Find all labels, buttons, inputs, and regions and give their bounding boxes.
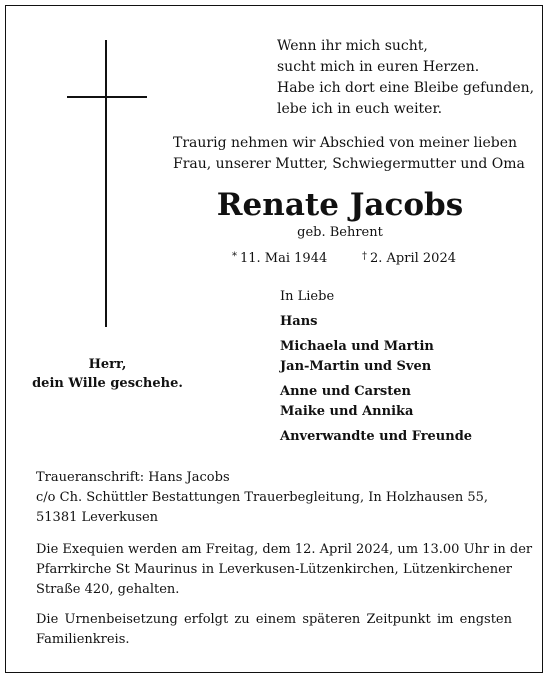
- birth-star-icon: *: [232, 251, 237, 262]
- death-date: 2. April 2024: [370, 251, 456, 266]
- urn-burial-paragraph: [36, 610, 512, 650]
- urn-line: Familienkreis.: [36, 632, 130, 647]
- mourning-address: [36, 468, 488, 528]
- intro-line: Traurig nehmen wir Abschied von meiner lieben: [173, 135, 518, 151]
- farewell-intro: [173, 133, 525, 175]
- cross-horizontal-bar: [67, 96, 147, 98]
- mourners-lead: In Liebe: [280, 289, 335, 304]
- mourners-list: [280, 287, 472, 452]
- mourner-name: Anne und Carsten: [280, 384, 411, 399]
- service-line: Straße 420, gehalten.: [36, 582, 180, 597]
- death-dagger-icon: †: [362, 251, 367, 262]
- mourner-name: Maike und Annika: [280, 404, 414, 419]
- poem: [277, 36, 534, 120]
- birth-date-line: [232, 248, 327, 268]
- mourner-name: Anverwandte und Freunde: [280, 429, 473, 444]
- mourner-name: Hans: [280, 314, 318, 329]
- poem-line: lebe ich in euch weiter.: [277, 101, 443, 117]
- address-line: 51381 Leverkusen: [36, 510, 159, 525]
- urn-line: Die Urnenbeisetzung erfolgt zu einem späteren Zeitpunkt im engsten: [36, 612, 512, 627]
- mourner-group: [280, 337, 472, 377]
- birth-name: geb. Behrent: [297, 225, 383, 240]
- birth-date: 11. Mai 1944: [240, 251, 328, 266]
- mourner-group: [280, 382, 472, 422]
- intro-line: Frau, unserer Mutter, Schwiegermutter und Oma: [173, 156, 525, 172]
- death-date-line: [362, 248, 456, 268]
- motto-line: dein Wille geschehe.: [32, 376, 183, 391]
- poem-line: Wenn ihr mich sucht,: [277, 38, 428, 54]
- address-line: Traueranschrift: Hans Jacobs: [36, 470, 230, 485]
- service-line: Die Exequien werden am Freitag, dem 12. April 2024, um 13.00 Uhr in der: [36, 542, 533, 557]
- mourner-name: Michaela und Martin: [280, 339, 434, 354]
- address-line: c/o Ch. Schüttler Bestattungen Trauerbegleitung, In Holzhausen 55,: [36, 490, 489, 505]
- cross-vertical-bar: [105, 40, 107, 327]
- poem-line: Habe ich dort eine Bleibe gefunden,: [277, 80, 535, 96]
- motto-line: Herr,: [88, 357, 127, 372]
- mourner-group: [280, 312, 472, 332]
- motto: [30, 355, 185, 393]
- deceased-name: Renate Jacobs: [216, 187, 464, 223]
- funeral-service-paragraph: [36, 540, 533, 600]
- mourner-group: [280, 427, 472, 447]
- poem-line: sucht mich in euren Herzen.: [277, 59, 480, 75]
- mourner-name: Jan-Martin und Sven: [280, 359, 432, 374]
- service-line: Pfarrkirche St Maurinus in Leverkusen-Lützenkirchen, Lützenkirchener: [36, 562, 512, 577]
